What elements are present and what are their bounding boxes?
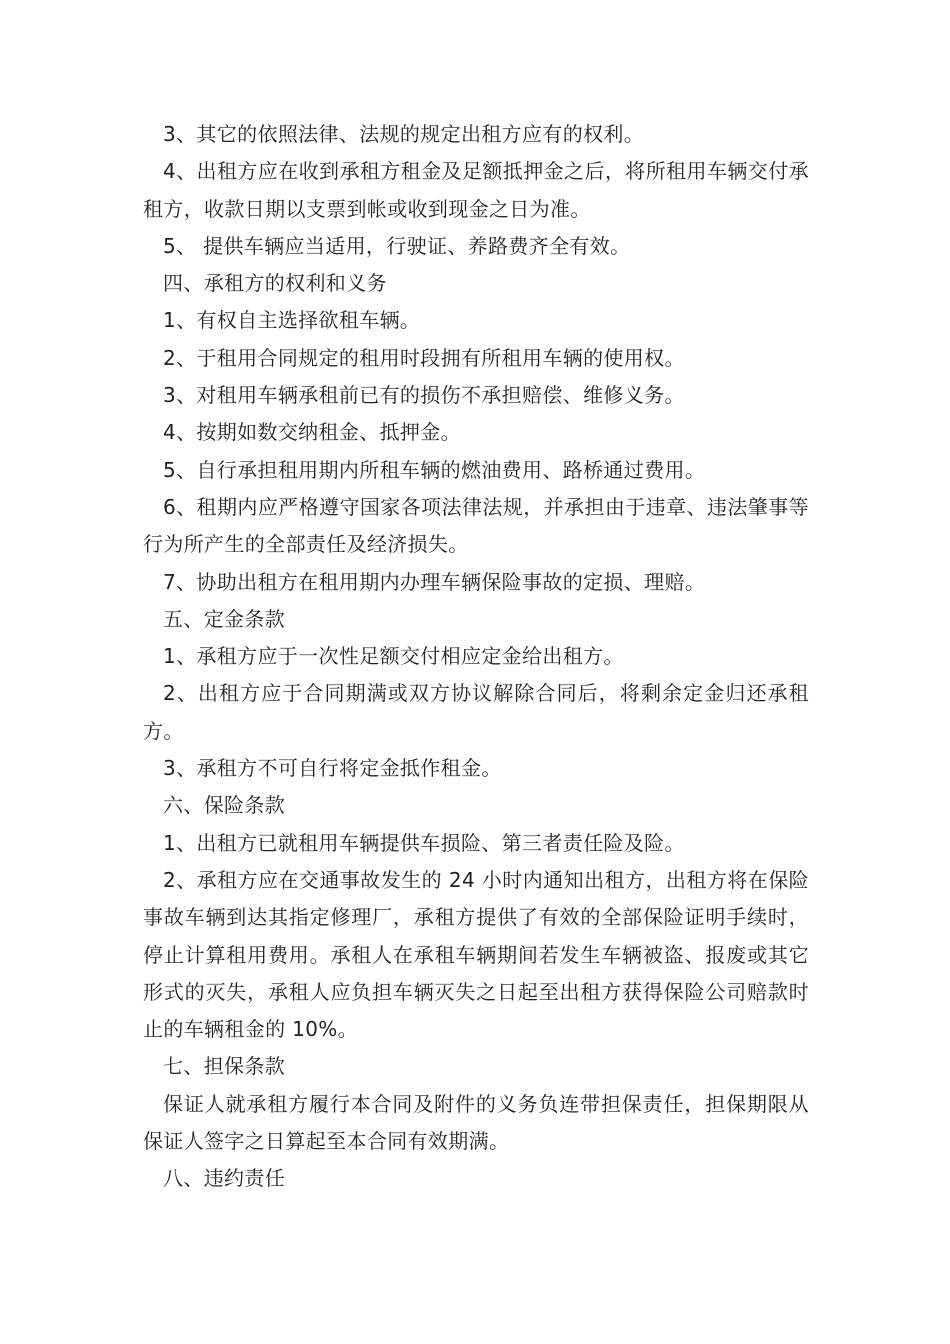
clause-insurance-2: 2、承租方应在交通事故发生的 24 小时内通知出租方，出租方将在保险事故车辆到达其指定修理厂，承租方提供了有效的全部保险证明手续时，停止计算租用费用。承租人在承租车辆期间若发生车辆被盗、报废或其它形式的灭失，承租人应负担车辆灭失之日起至出租方获得保险公司赔款时止的车辆租金的 10%。 bbox=[143, 867, 809, 1042]
section-heading-deposit: 五、定金条款 bbox=[163, 606, 286, 631]
clause-lessor-right-3: 3、其它的依照法律、法规的规定出租方应有的权利。 bbox=[163, 122, 645, 146]
clause-lessee-3: 3、对租用车辆承租前已有的损伤不承担赔偿、维修义务。 bbox=[163, 383, 685, 408]
clause-lessee-4: 4、按期如数交纳租金、抵押金。 bbox=[163, 420, 461, 445]
clause-deposit-1: 1、承租方应于一次性足额交付相应定金给出租方。 bbox=[163, 644, 624, 669]
clause-lessee-2: 2、于租用合同规定的租用时段拥有所租用车辆的使用权。 bbox=[163, 345, 685, 370]
clause-lessor-duty-4: 4、出租方应在收到承租方租金及足额抵押金之后，将所租用车辆交付承租方，收款日期以支票到帐或收到现金之日为准。 bbox=[143, 159, 809, 221]
clause-deposit-3: 3、承租方不可自行将定金抵作租金。 bbox=[163, 756, 502, 781]
clause-lessee-5: 5、自行承担租用期内所租车辆的燃油费用、路桥通过费用。 bbox=[163, 457, 706, 482]
section-heading-insurance: 六、保险条款 bbox=[163, 793, 286, 818]
section-heading-lessee-rights: 四、承租方的权利和义务 bbox=[163, 271, 387, 296]
clause-deposit-2: 2、出租方应于合同期满或双方协议解除合同后，将剩余定金归还承租方。 bbox=[143, 681, 809, 743]
clause-lessee-1: 1、有权自主选择欲租车辆。 bbox=[163, 308, 421, 333]
section-heading-breach: 八、违约责任 bbox=[163, 1166, 286, 1191]
section-heading-guarantee: 七、担保条款 bbox=[163, 1054, 286, 1079]
clause-lessee-7: 7、协助出租方在租用期内办理车辆保险事故的定损、理赔。 bbox=[163, 569, 706, 594]
clause-guarantee: 保证人就承租方履行本合同及附件的义务负连带担保责任，担保期限从保证人签字之日算起至本合同有效期满。 bbox=[143, 1091, 809, 1154]
clause-lessor-duty-5: 5、 提供车辆应当适用，行驶证、养路费齐全有效。 bbox=[163, 233, 631, 258]
clause-lessee-6: 6、租期内应严格遵守国家各项法律法规，并承担由于违章、违法肇事等行为所产生的全部责任及经济损失。 bbox=[143, 494, 809, 557]
clause-insurance-1: 1、出租方已就租用车辆提供车损险、第三者责任险及险。 bbox=[163, 830, 685, 855]
document-body bbox=[143, 116, 809, 1198]
